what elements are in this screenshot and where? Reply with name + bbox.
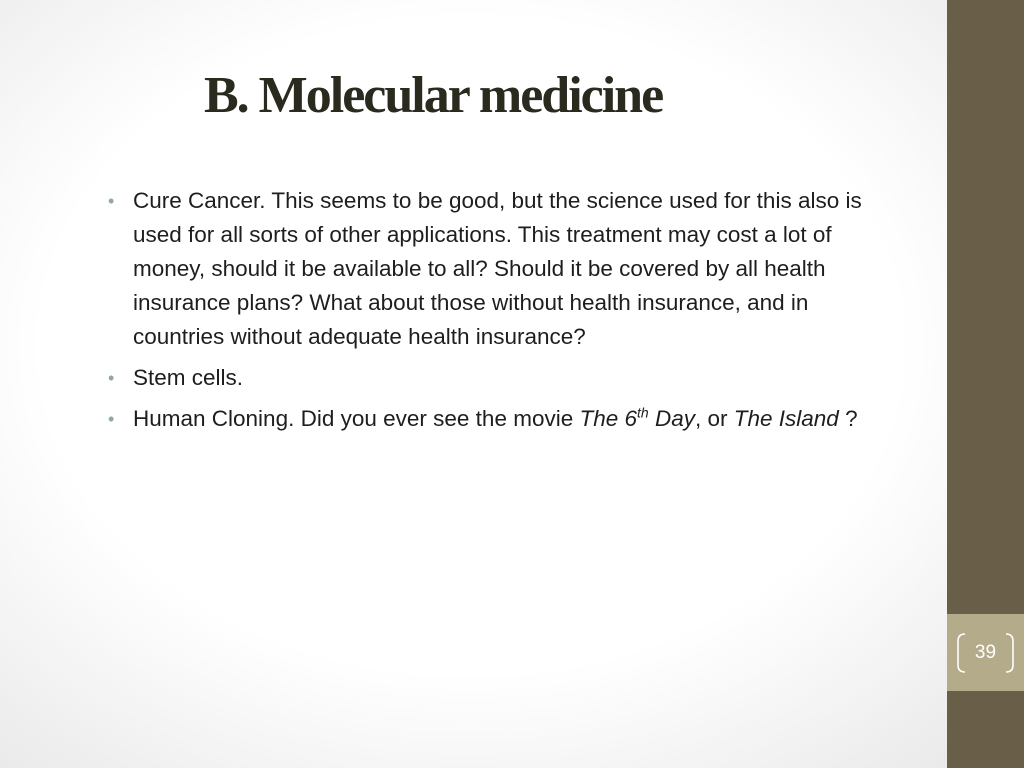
bullet-text: Cure Cancer. This seems to be good, but the science used for this also is used for all sorts of other applications. This treatment may cost a lot of money, should it be available to all? Should it be covered by all health insurance plans? What about those without health insurance, and in countries without adequate health insurance? [133,188,862,349]
bullet-item-stem-cells [108,361,898,395]
bullet-text-suffix: ? [838,406,858,431]
bullet-text: Stem cells. [133,365,244,390]
page-number-box [947,614,1024,691]
bullet-text-prefix: Human Cloning. Did you ever see the movie [133,406,580,431]
bullet-marker: • [108,368,115,388]
bullet-item-cure-cancer [108,184,898,354]
page-number-frame [956,633,1015,673]
bullet-marker: • [108,191,115,211]
bullet-list [108,184,898,443]
bullet-item-human-cloning [108,402,898,436]
movie-title-part: The 6 [579,406,638,431]
slide-title: B. Molecular medicine [204,67,663,124]
bullet-text-middle: , or [694,406,734,431]
movie-title-part: Day [648,406,695,431]
bullet-marker: • [108,409,115,429]
ordinal-superscript: th [637,404,649,421]
movie-title-the-island: The Island [733,406,839,431]
page-number: 39 [974,642,997,663]
movie-title-the-6th-day [579,406,695,431]
